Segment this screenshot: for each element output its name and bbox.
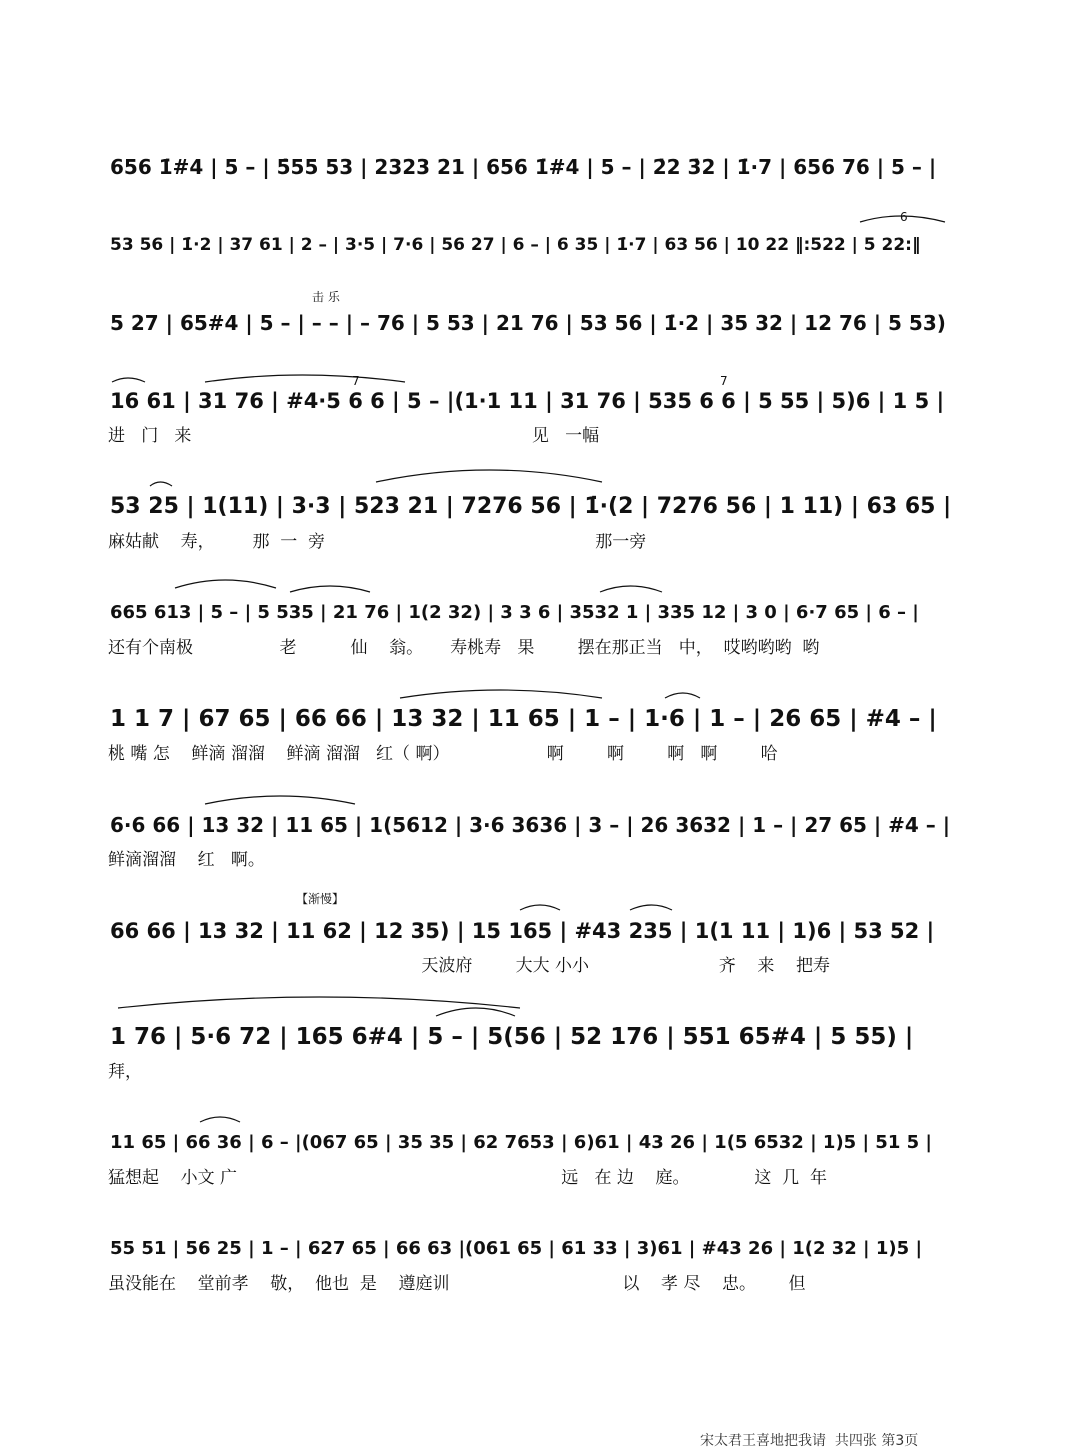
score-system-8	[0, 808, 1072, 914]
grace-note-mark: 7	[720, 374, 728, 388]
lyrics-line: 虽没能在 堂前孝 敬， 他也 是 遵庭训 以 孝 尽 忠。 但	[108, 1274, 806, 1294]
notation-line: 66 66 | 13 32 | 11 62 | 12 35) | 15 165 | #43 235 | 1(1 11 | 1)6 | 53 52 |	[110, 919, 935, 943]
lyrics-line: 还有个南极 老 仙 翁。 寿桃寿 果 摆在那正当 中， 哎哟哟哟 哟	[108, 638, 820, 658]
score-system-11	[0, 1126, 1072, 1232]
notation-line: 5 27 | 65#4 | 5 – | – – | – 76 | 5 53 | 21 76 | 53 56 | 1̇·2 | 35 32 | 12 76 | 5 53)	[110, 311, 946, 335]
notation-line: 1 76 | 5·6 72 | 165 6#4 | 5 – | 5(56 | 52 176 | 551 65#4 | 5 55) |	[110, 1024, 914, 1050]
notation-line: 16 61 | 31 76 | #4·5 6 6 | 5 – |(1·1 11 | 31 76 | 535 6 6 | 5 55 | 5)6 | 1 5 |	[110, 389, 945, 413]
notation-line: 665 613 | 5 – | 5 535 | 21 76 | 1(2 32) | 3 3 6 | 3532 1 | 335 12 | 3 0 | 6·7 65 | 6 – |	[110, 602, 919, 623]
lyrics-line: 鲜滴溜溜 红 啊。	[108, 850, 265, 870]
lyrics-line: 桃 嘴 怎 鲜滴 溜溜 鲜滴 溜溜 红（ 啊） 啊 啊 啊 啊 哈	[108, 744, 778, 764]
lyrics-line: 麻姑献 寿， 那 一 旁 那一旁	[108, 532, 647, 552]
tempo-mark: 【渐慢】	[296, 892, 345, 906]
percussion-mark: 击 乐	[312, 290, 340, 304]
score-system-5	[0, 490, 1072, 596]
score-system-10	[0, 1020, 1072, 1126]
score-system-9	[0, 892, 1072, 1020]
lyrics-line: 天波府 大大 小小 齐 来 把寿	[108, 956, 830, 976]
tuplet-mark: 6	[900, 210, 908, 224]
lyrics-line	[108, 346, 960, 370]
grace-note-mark: 7	[352, 374, 360, 388]
lyrics-line: 进 门 来 见 一幅	[108, 426, 600, 446]
notation-line: 53 56 | 1̇·2 | 37 61 | 2 – | 3·5 | 7·6 | 56 27 | 6 – | 6 35 | 1̇·7 | 63 56 | 10 22 ‖:522 | 5 22:‖	[110, 235, 921, 255]
notation-line: 53 25 | 1(11) | 3·3 | 523 21 | 7276 56 | 1̇·(2 | 7276 56 | 1 11) | 63 65 |	[110, 494, 952, 519]
score-system-4	[0, 374, 1072, 490]
notation-line: 55 51 | 56 25 | 1 – | 627 65 | 66 63 |(061 65 | 61 33 | 3)61 | #43 26 | 1(2 32 | 1)5 |	[110, 1238, 923, 1259]
notation-line: 656 1̇#4 | 5 – | 5̇55 53 | 2323 21 | 656 1̇#4 | 5 – | 2̇2 3̇2 | 1̇·7 | 656 76 | 5 – |	[110, 155, 937, 179]
notation-line: 11 65 | 66 36 | 6 – |(067 65 | 35 35 | 62 7653 | 6)61 | 43 26 | 1(5 6532 | 1)5 | 51 5 |	[110, 1132, 932, 1153]
page-footer: 宋太君王喜地把我请 共四张 第3页	[700, 1433, 919, 1449]
lyrics-line	[108, 268, 960, 292]
score-system-12	[0, 1232, 1072, 1338]
lyrics-line: 猛想起 小文 广 远 在 边 庭。 这 几 年	[108, 1168, 827, 1188]
lyrics-line: 拜，	[108, 1062, 142, 1082]
lyrics-line	[108, 190, 960, 214]
score-system-6	[0, 596, 1072, 702]
score-system-7	[0, 702, 1072, 808]
notation-line: 6·6 66 | 13 32 | 11 65 | 1(5612 | 3·6 3636 | 3 – | 26 3632 | 1 – | 27 65 | #4 – |	[110, 813, 951, 837]
notation-line: 1 1 7 | 67 65 | 66 66 | 13 32 | 11 65 | 1 – | 1·6 | 1 – | 26 65 | #4 – |	[110, 706, 937, 732]
